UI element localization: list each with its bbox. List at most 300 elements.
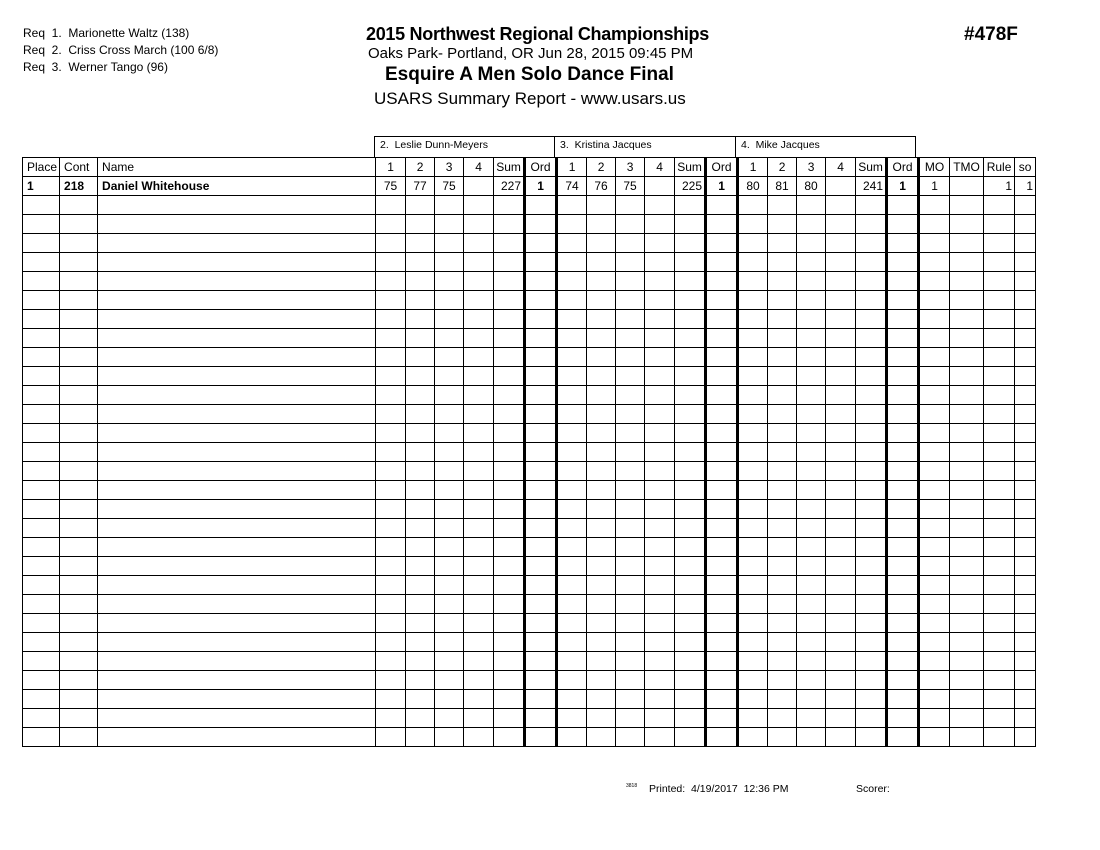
empty-cell [464,728,494,747]
empty-cell [826,728,856,747]
empty-cell [98,329,376,348]
empty-cell [887,310,919,329]
j1-score1-cell: 75 [376,177,406,196]
empty-cell [856,424,887,443]
empty-cell [376,386,406,405]
rule-cell: 1 [984,177,1015,196]
empty-cell [645,652,675,671]
empty-cell [856,215,887,234]
empty-row [23,728,1036,747]
empty-cell [887,272,919,291]
empty-cell [376,234,406,253]
empty-cell [60,557,98,576]
empty-cell [984,576,1015,595]
empty-cell [645,519,675,538]
j3-sum-header: Sum [856,158,887,177]
empty-cell [464,557,494,576]
empty-cell [984,500,1015,519]
empty-cell [494,405,525,424]
empty-cell [797,215,826,234]
empty-cell [856,690,887,709]
j3-ord-cell: 1 [887,177,919,196]
empty-cell [919,595,950,614]
empty-cell [376,652,406,671]
empty-cell [645,462,675,481]
empty-cell [738,557,768,576]
empty-cell [525,500,557,519]
empty-cell [950,500,984,519]
empty-cell [376,272,406,291]
empty-cell [856,462,887,481]
empty-cell [675,291,706,310]
empty-cell [645,367,675,386]
empty-cell [797,367,826,386]
empty-cell [435,614,464,633]
empty-cell [406,329,435,348]
empty-cell [887,671,919,690]
empty-cell [494,462,525,481]
empty-cell [525,538,557,557]
empty-cell [826,595,856,614]
empty-cell [435,215,464,234]
empty-cell [494,557,525,576]
empty-cell [645,196,675,215]
empty-cell [950,709,984,728]
empty-cell [525,405,557,424]
j3-ord-header: Ord [887,158,919,177]
empty-cell [557,291,587,310]
empty-cell [525,690,557,709]
empty-cell [587,215,616,234]
empty-cell [706,386,738,405]
empty-cell [768,196,797,215]
empty-cell [525,462,557,481]
empty-cell [435,633,464,652]
empty-cell [984,386,1015,405]
empty-cell [557,367,587,386]
empty-cell [23,272,60,291]
empty-cell [435,367,464,386]
empty-cell [60,272,98,291]
empty-cell [98,690,376,709]
empty-cell [768,576,797,595]
empty-cell [587,481,616,500]
j1-ord-header: Ord [525,158,557,177]
empty-cell [587,557,616,576]
empty-row [23,595,1036,614]
empty-cell [675,671,706,690]
empty-cell [494,709,525,728]
empty-cell [645,253,675,272]
empty-row [23,500,1036,519]
empty-cell [645,690,675,709]
empty-cell [525,348,557,367]
empty-cell [557,709,587,728]
empty-cell [797,253,826,272]
empty-cell [887,481,919,500]
empty-cell [60,310,98,329]
empty-cell [919,291,950,310]
mo-cell: 1 [919,177,950,196]
empty-cell [525,652,557,671]
empty-cell [768,405,797,424]
empty-cell [675,595,706,614]
empty-cell [464,538,494,557]
empty-cell [98,576,376,595]
empty-cell [435,671,464,690]
empty-cell [464,424,494,443]
empty-cell [494,500,525,519]
empty-cell [525,671,557,690]
empty-cell [376,481,406,500]
empty-cell [435,424,464,443]
empty-row [23,576,1036,595]
tmo-cell [950,177,984,196]
empty-cell [494,196,525,215]
event-name: Esquire A Men Solo Dance Final [385,64,674,85]
empty-cell [887,329,919,348]
empty-cell [797,272,826,291]
empty-cell [98,424,376,443]
empty-cell [797,576,826,595]
empty-cell [645,633,675,652]
empty-cell [376,291,406,310]
empty-cell [435,690,464,709]
empty-row [23,709,1036,728]
empty-cell [797,310,826,329]
empty-cell [826,329,856,348]
empty-cell [464,709,494,728]
empty-cell [950,671,984,690]
j3-score1-header: 1 [738,158,768,177]
empty-cell [23,386,60,405]
empty-cell [557,253,587,272]
empty-cell [587,500,616,519]
empty-cell [797,538,826,557]
empty-cell [950,481,984,500]
empty-cell [856,348,887,367]
empty-cell [919,215,950,234]
requirement-1: Req 1. Marionette Waltz (138) [23,26,190,40]
empty-cell [60,519,98,538]
empty-cell [950,196,984,215]
empty-cell [826,652,856,671]
empty-cell [797,462,826,481]
empty-cell [738,519,768,538]
empty-cell [464,348,494,367]
empty-cell [706,196,738,215]
empty-cell [23,310,60,329]
empty-cell [494,690,525,709]
empty-cell [826,367,856,386]
j3-sum-cell: 241 [856,177,887,196]
empty-cell [587,234,616,253]
j1-score2-header: 2 [406,158,435,177]
empty-cell [406,614,435,633]
empty-cell [494,291,525,310]
empty-cell [768,481,797,500]
empty-cell [435,462,464,481]
empty-cell [98,709,376,728]
empty-row [23,215,1036,234]
empty-cell [23,291,60,310]
empty-cell [557,519,587,538]
j2-score2-header: 2 [587,158,616,177]
empty-cell [464,253,494,272]
empty-cell [557,386,587,405]
empty-cell [464,234,494,253]
empty-cell [706,500,738,519]
empty-cell [645,709,675,728]
empty-cell [856,538,887,557]
empty-cell [706,671,738,690]
empty-cell [1015,671,1036,690]
empty-cell [738,633,768,652]
empty-cell [525,709,557,728]
empty-cell [557,481,587,500]
empty-cell [645,329,675,348]
rule-header: Rule [984,158,1015,177]
j1-score3-cell: 75 [435,177,464,196]
empty-cell [435,500,464,519]
empty-cell [826,215,856,234]
empty-cell [464,386,494,405]
empty-cell [768,595,797,614]
j2-sum-header: Sum [675,158,706,177]
empty-cell [919,196,950,215]
empty-cell [768,253,797,272]
empty-cell [797,424,826,443]
j3-score2-header: 2 [768,158,797,177]
empty-cell [23,690,60,709]
empty-cell [616,272,645,291]
empty-cell [406,519,435,538]
empty-cell [738,576,768,595]
empty-cell [706,652,738,671]
empty-cell [98,462,376,481]
empty-cell [616,671,645,690]
empty-cell [768,519,797,538]
empty-cell [494,538,525,557]
empty-cell [23,595,60,614]
empty-cell [406,405,435,424]
empty-cell [856,291,887,310]
empty-cell [616,253,645,272]
empty-cell [557,310,587,329]
empty-cell [376,633,406,652]
empty-cell [557,614,587,633]
empty-cell [950,234,984,253]
empty-cell [738,310,768,329]
empty-cell [557,272,587,291]
empty-cell [856,633,887,652]
empty-row [23,557,1036,576]
judge-header-2: 3. Kristina Jacques [554,136,736,157]
empty-cell [494,329,525,348]
empty-cell [60,329,98,348]
empty-cell [738,405,768,424]
empty-cell [616,538,645,557]
empty-cell [525,481,557,500]
empty-cell [435,405,464,424]
empty-cell [887,595,919,614]
empty-cell [826,709,856,728]
empty-cell [984,519,1015,538]
empty-cell [826,500,856,519]
empty-cell [797,329,826,348]
empty-cell [919,272,950,291]
j2-ord-header: Ord [706,158,738,177]
empty-cell [616,614,645,633]
empty-cell [464,462,494,481]
empty-cell [645,443,675,462]
j2-sum-cell: 225 [675,177,706,196]
empty-cell [645,557,675,576]
empty-cell [826,538,856,557]
empty-cell [797,614,826,633]
requirement-2: Req 2. Criss Cross March (100 6/8) [23,43,219,57]
empty-cell [826,557,856,576]
empty-cell [557,234,587,253]
empty-cell [464,671,494,690]
empty-cell [826,405,856,424]
empty-cell [950,272,984,291]
empty-cell [887,348,919,367]
empty-cell [706,595,738,614]
empty-cell [616,386,645,405]
empty-cell [675,709,706,728]
empty-cell [435,538,464,557]
empty-cell [376,500,406,519]
empty-cell [738,424,768,443]
empty-cell [60,671,98,690]
empty-cell [1015,367,1036,386]
empty-cell [675,633,706,652]
footer-code: 3818 [626,783,638,789]
empty-cell [376,196,406,215]
empty-cell [557,500,587,519]
empty-cell [706,253,738,272]
empty-cell [919,253,950,272]
empty-cell [919,557,950,576]
empty-cell [887,709,919,728]
empty-cell [1015,196,1036,215]
empty-cell [494,633,525,652]
empty-cell [984,234,1015,253]
empty-cell [706,481,738,500]
empty-cell [797,234,826,253]
empty-cell [797,709,826,728]
empty-cell [376,690,406,709]
cont-header: Cont [60,158,98,177]
empty-cell [464,614,494,633]
empty-cell [406,709,435,728]
j2-score4-header: 4 [645,158,675,177]
empty-cell [1015,272,1036,291]
empty-cell [675,728,706,747]
empty-cell [587,652,616,671]
empty-cell [887,291,919,310]
empty-cell [950,215,984,234]
empty-cell [645,234,675,253]
empty-cell [525,614,557,633]
empty-cell [616,481,645,500]
empty-cell [797,557,826,576]
empty-cell [950,614,984,633]
event-number: #478F [964,24,1018,45]
empty-cell [435,481,464,500]
empty-cell [23,481,60,500]
empty-cell [435,576,464,595]
empty-cell [856,253,887,272]
empty-cell [738,481,768,500]
empty-row [23,310,1036,329]
j1-score3-header: 3 [435,158,464,177]
empty-cell [406,253,435,272]
empty-cell [616,595,645,614]
empty-cell [1015,728,1036,747]
empty-cell [435,652,464,671]
empty-cell [887,576,919,595]
empty-cell [675,690,706,709]
empty-cell [525,519,557,538]
empty-cell [984,367,1015,386]
results-table [22,157,1036,747]
empty-cell [98,272,376,291]
empty-cell [435,310,464,329]
empty-cell [984,538,1015,557]
empty-cell [919,234,950,253]
empty-cell [856,196,887,215]
empty-cell [919,481,950,500]
empty-cell [525,272,557,291]
empty-cell [826,443,856,462]
empty-cell [406,291,435,310]
empty-cell [435,272,464,291]
empty-cell [887,215,919,234]
empty-cell [706,709,738,728]
empty-cell [464,595,494,614]
empty-cell [950,538,984,557]
empty-cell [435,253,464,272]
empty-cell [376,253,406,272]
empty-row [23,481,1036,500]
empty-cell [887,196,919,215]
empty-cell [464,215,494,234]
empty-cell [406,481,435,500]
empty-cell [494,652,525,671]
empty-cell [984,633,1015,652]
empty-cell [919,310,950,329]
empty-cell [376,576,406,595]
empty-cell [23,519,60,538]
empty-row [23,405,1036,424]
empty-cell [587,633,616,652]
empty-cell [856,272,887,291]
empty-cell [98,348,376,367]
empty-cell [675,443,706,462]
empty-cell [464,310,494,329]
empty-cell [675,576,706,595]
empty-cell [98,196,376,215]
empty-cell [616,405,645,424]
empty-cell [887,519,919,538]
empty-cell [98,310,376,329]
empty-cell [60,728,98,747]
empty-cell [826,671,856,690]
empty-cell [60,709,98,728]
empty-cell [675,215,706,234]
